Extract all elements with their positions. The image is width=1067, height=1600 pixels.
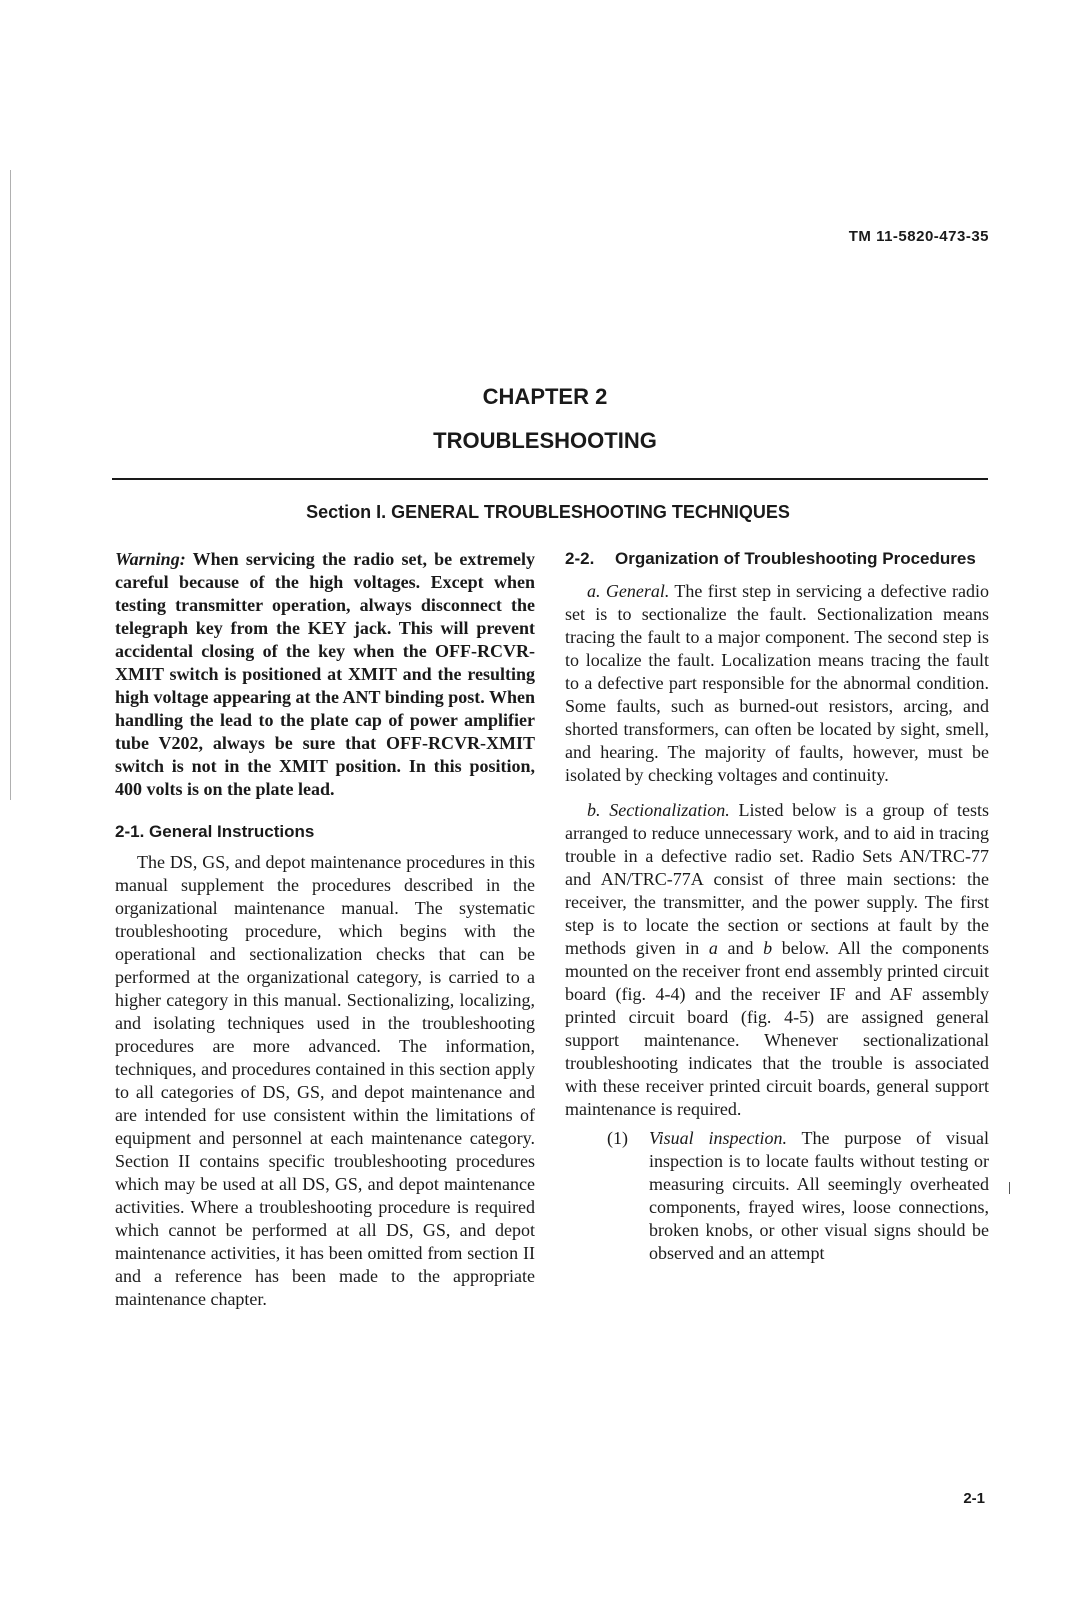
sub-item-1-number: (1) bbox=[607, 1128, 628, 1148]
scan-edge-line bbox=[10, 170, 11, 800]
paragraph-title-2-2: Organization of Troubleshooting Procedures bbox=[615, 549, 976, 568]
subparagraph-b-text-3: below. All the components mounted on the receiver front end assembly printed circuit board (fig. 4-4) and the receiver IF and AF assembly printed circuit board (fig. 4-5) are assigned general support maintenance. Whenever sectionalizational troubleshooting indicates that the trouble is associated with these receiver printed circuit boards, general support maintenance is required. bbox=[565, 938, 989, 1119]
subparagraph-b-text-1: Listed below is a group of tests arranged to reduce unnecessary work, and to aid in tracing trouble in a defective radio set. Radio Sets AN/TRC-77 and AN/TRC-77A consist of three main sections: the receiver, the transmitter, and the power supply. The first step is to locate the section or sections at fault by the methods given in bbox=[565, 800, 989, 958]
subparagraph-b-ref-a: a bbox=[708, 938, 718, 958]
subparagraph-a bbox=[565, 580, 989, 787]
warning-paragraph bbox=[115, 548, 535, 801]
subparagraph-b-text-2: and bbox=[717, 938, 764, 958]
paragraph-2-1-text: The DS, GS, and depot maintenance procedures in this manual supplement the procedures described in the organizational maintenance manual. The systematic troubleshooting procedure, which begins with the operational and sectionalization checks that can be performed at the organizational category, is carried to a higher category in this manual. Sectionalizing, localizing, and isolating techniques used in the troubleshooting procedures are more advanced. The information, techniques, and procedures contained in this section apply to all categories of DS, GS, and depot maintenance and are intended for use consistent within the limitations of equipment and personnel at each maintenance category. Section II contains specific troubleshooting procedures which may be used at all DS, GS, and depot maintenance activities. Where a troubleshooting procedure is required which cannot be performed at all DS, GS, and depot maintenance activities, it has been omitted from section II and a reference has been made to the appropriate maintenance chapter. bbox=[115, 852, 535, 1309]
subparagraph-a-label: a. General. bbox=[587, 581, 670, 601]
chapter-rule bbox=[112, 478, 988, 480]
subparagraph-a-text: The first step in servicing a defective radio set is to sectionalize the fault. Sectionalization means tracing the fault to a major component. The second step is to localize the fault. Localization means tracing the fault to a defective part responsible for the abnormal condition. Some faults, such as burned-out resistors, arcing, and shorted transformers, can often be located by sight, smell, and hearing. The majority of faults, however, must be isolated by checking voltages and continuity. bbox=[565, 581, 990, 785]
chapter-number: CHAPTER 2 bbox=[482, 384, 608, 409]
section-title: Section I. GENERAL TROUBLESHOOTING TECHNIQUES bbox=[306, 502, 790, 522]
tm-number: TM 11-5820-473-35 bbox=[848, 228, 989, 245]
paragraph-number-2-2: 2-2. bbox=[565, 549, 595, 568]
right-column bbox=[565, 548, 989, 1265]
subparagraph-b-label: b. Sectionalization. bbox=[587, 800, 730, 820]
subparagraph-b-ref-b: b bbox=[763, 938, 773, 958]
chapter-title: TROUBLESHOOTING bbox=[433, 428, 657, 453]
sub-item-1-text: The purpose of visual inspection is to locate faults without testing or measuring circuits. All seemingly overheated components, frayed wires, loose connections, broken knobs, or other visual signs should be observed and an attempt bbox=[649, 1128, 990, 1263]
paragraph-heading-2-1: 2-1. General Instructions bbox=[115, 822, 315, 841]
sub-item-1 bbox=[565, 1127, 989, 1265]
sub-item-1-paragraph bbox=[649, 1127, 989, 1265]
warning-text: When servicing the radio set, be extremely careful because of the high voltages. Except when testing transmitter operation, always disconnect the telegraph key from the KEY jack. This will prevent accidental closing of the key when the OFF-RCVR-XMIT switch is positioned at XMIT and the resulting high voltage appearing at the ANT binding post. When handling the lead to the plate cap of power amplifier tube V202, always be sure that OFF-RCVR-XMIT switch is not in the XMIT position. In this position, 400 volts is on the plate lead. bbox=[115, 549, 535, 799]
scan-artifact-mark bbox=[1009, 1182, 1010, 1194]
warning-label: Warning: bbox=[115, 549, 186, 569]
page-number: 2-1 bbox=[963, 1490, 985, 1507]
left-column bbox=[115, 548, 535, 1311]
sub-item-1-label: Visual inspection. bbox=[649, 1128, 787, 1148]
paragraph-heading-2-2 bbox=[565, 548, 989, 570]
subparagraph-b bbox=[565, 799, 989, 1121]
